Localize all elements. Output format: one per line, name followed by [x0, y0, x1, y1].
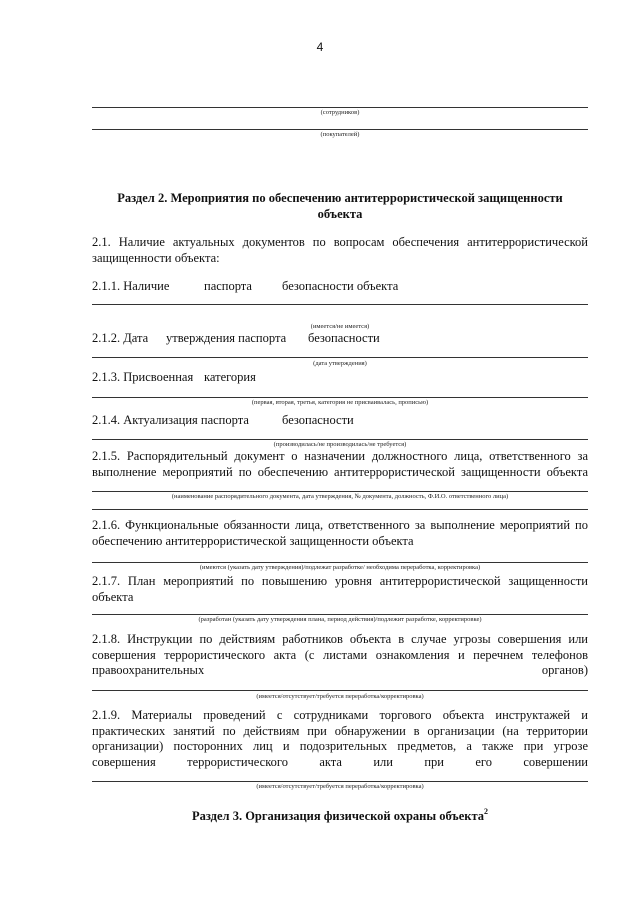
- fill-line-2-1-3[interactable]: [92, 397, 588, 398]
- caption-instructions: (имеется/отсутствует/требуется переработка/корректировка): [256, 693, 424, 700]
- page-number: 4: [316, 40, 324, 54]
- item-2-1-1: [92, 279, 588, 294]
- item-2-1-4: [92, 413, 588, 428]
- caption-category: (первая, вторая, третья, категория не присваивалась, прописью): [251, 399, 429, 406]
- section-3-heading-text: Раздел 3. Организация физической охраны объекта: [192, 809, 484, 823]
- item-2-1: 2.1. Наличие актуальных документов по вопросам обеспечения антитеррористической защищенности объекта:: [92, 235, 588, 265]
- caption-customers: (покупателей): [320, 131, 360, 138]
- item-2-1-6: 2.1.6. Функциональные обязанности лица, ответственного за выполнение мероприятий по обеспечению антитеррористической защищенности объекта: [92, 518, 588, 548]
- caption-actualization: (производилась/не производилась/не требуется): [273, 441, 407, 448]
- item-2-1-3-part-b: категория: [204, 370, 256, 384]
- footnote-marker: 2: [484, 807, 488, 816]
- item-2-1-3: [92, 370, 588, 385]
- item-2-1-2-part-a: 2.1.2. Дата: [92, 331, 149, 345]
- item-2-1-4-part-a: 2.1.4. Актуализация паспорта: [92, 413, 249, 427]
- fill-line-2-1-5[interactable]: [92, 491, 588, 492]
- fill-line-2-1-9[interactable]: [92, 781, 588, 782]
- item-2-1-2-part-b: утверждения паспорта: [166, 331, 287, 345]
- section-2-heading: [92, 190, 588, 222]
- item-2-1-4-part-b: безопасности: [282, 413, 354, 427]
- fill-line-2-1-2[interactable]: [92, 357, 588, 358]
- fill-line-customers[interactable]: [92, 129, 588, 130]
- item-2-1-1-part-a: 2.1.1. Наличие: [92, 279, 170, 293]
- section-2-heading-line1: Раздел 2. Мероприятия по обеспечению антитеррористической защищенности: [117, 191, 563, 205]
- item-2-1-5: 2.1.5. Распорядительный документ о назначении должностного лица, ответственного за выполнение мероприятий по обеспечению антитеррористической защищенности объекта: [92, 449, 588, 479]
- fill-line-employees[interactable]: [92, 107, 588, 108]
- caption-approval-date: (дата утверждения): [313, 360, 367, 367]
- caption-employees: (сотрудников): [320, 109, 360, 116]
- item-2-1-7: 2.1.7. План мероприятий по повышению уровня антитеррористической защищенности объекта: [92, 574, 588, 604]
- caption-duties: (имеются (указать дату утверждения)/подлежат разработке/ необходима переработка, корректировка): [199, 564, 481, 571]
- item-2-1-1-part-b: паспорта: [204, 279, 252, 293]
- section-2-heading-line2: объекта: [317, 207, 363, 221]
- fill-line-2-1-6[interactable]: [92, 562, 588, 563]
- fill-line-2-1-4[interactable]: [92, 439, 588, 440]
- fill-line-2-1-8[interactable]: [92, 690, 588, 691]
- caption-plan: (разработан (указать дату утверждения плана, период действия)/подлежит разработке, корректировке): [198, 616, 482, 623]
- caption-briefings: (имеется/отсутствует/требуется переработка/корректировка): [256, 783, 424, 790]
- fill-line-2-1-1[interactable]: [92, 304, 588, 305]
- caption-has-passport: (имеется/не имеется): [310, 323, 370, 330]
- item-2-1-9: 2.1.9. Материалы проведений с сотрудниками торгового объекта инструктажей и практических занятий по действиям при обнаружении в организации (на территории организации) посторонних лиц и подозрительных предметов, а также при угрозе совершения террористического акта или при его совершении: [92, 708, 588, 769]
- fill-line-2-1-5-extra[interactable]: [92, 509, 588, 510]
- section-3-heading: [92, 808, 588, 824]
- item-2-1-1-part-c: безопасности объекта: [282, 279, 399, 293]
- item-2-1-3-part-a: 2.1.3. Присвоенная: [92, 370, 194, 384]
- fill-line-2-1-7[interactable]: [92, 614, 588, 615]
- item-2-1-8: 2.1.8. Инструкции по действиям работников объекта в случае угрозы совершения или совершения террористического акта (с листами ознакомления и перечнем телефонов правоохранительных органов): [92, 632, 588, 677]
- item-2-1-2-part-c: безопасности: [308, 331, 380, 345]
- caption-order-doc: (наименование распорядительного документа, дата утверждения, № документа, должность, Ф.И.О. ответственного лица): [171, 493, 509, 500]
- item-2-1-2: [92, 331, 588, 346]
